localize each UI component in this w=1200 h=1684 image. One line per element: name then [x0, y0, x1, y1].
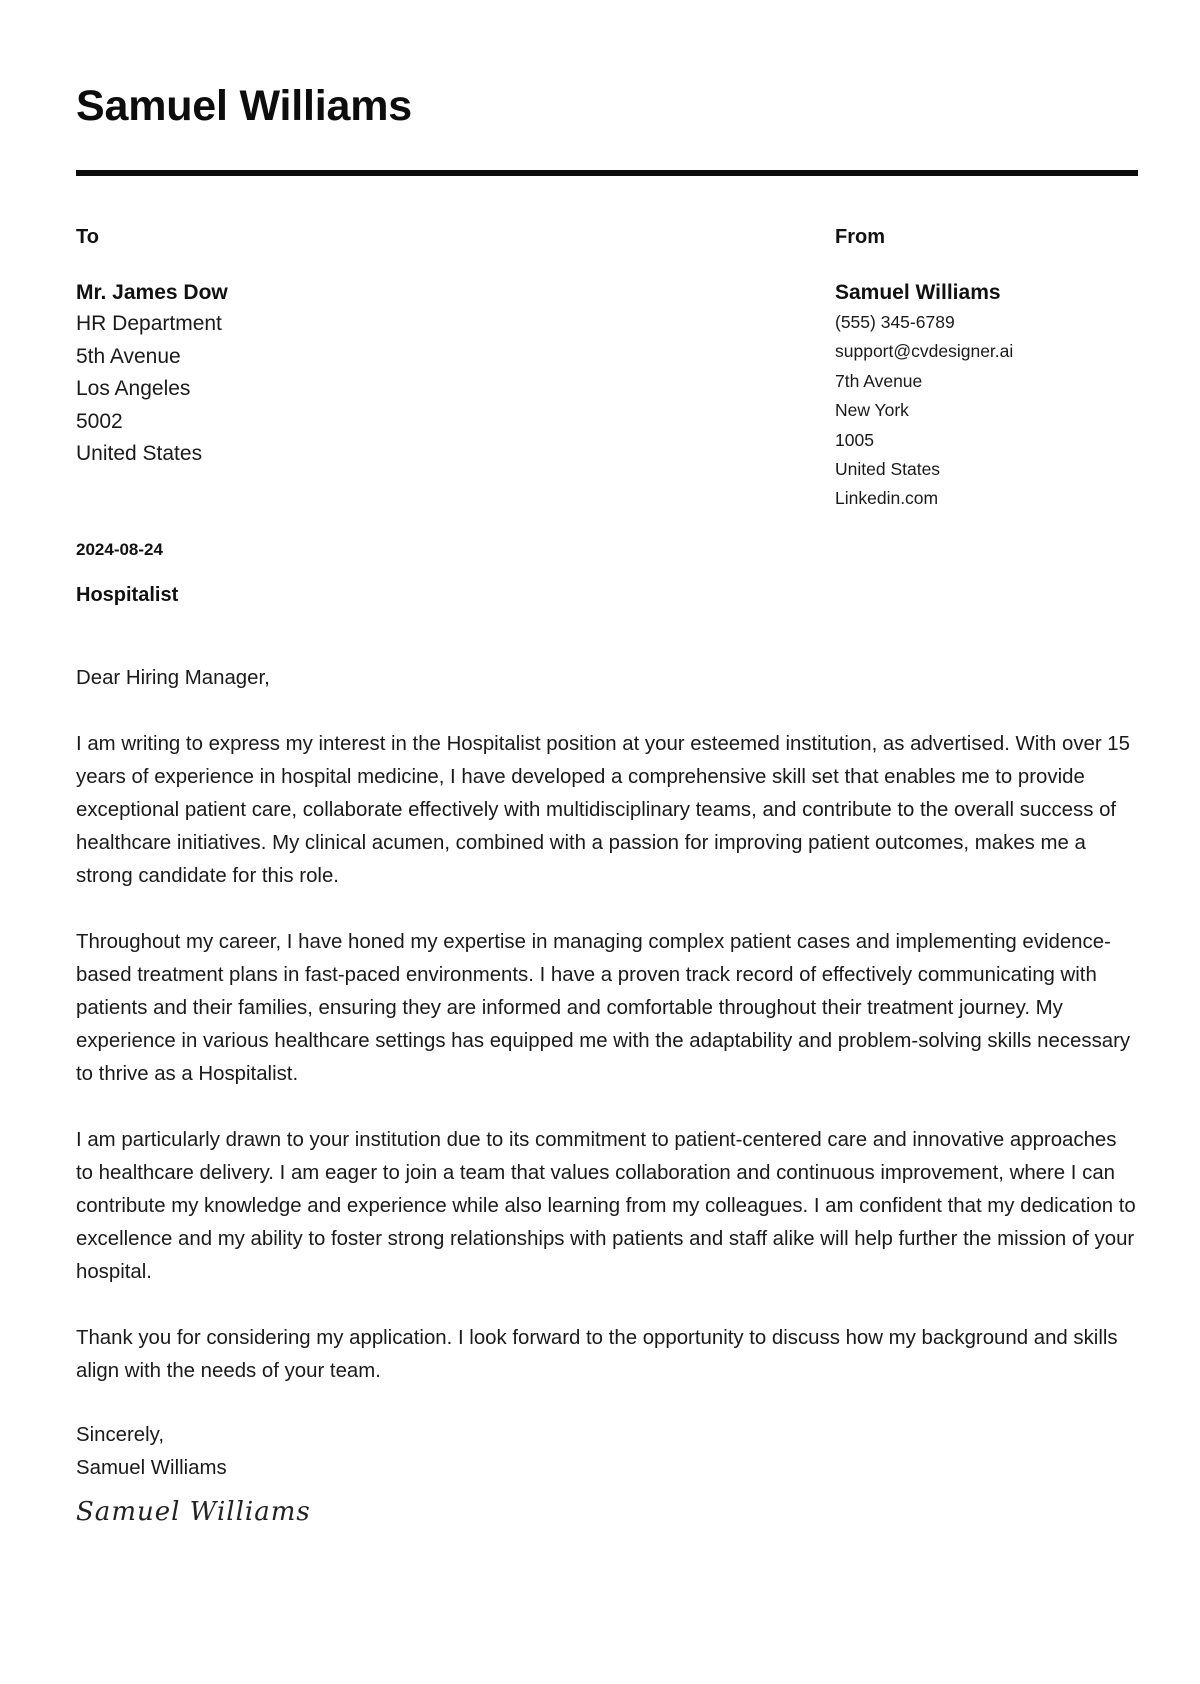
recipient-department: HR Department — [76, 312, 222, 335]
recipient-city: Los Angeles — [76, 377, 191, 400]
letter-paragraph: Thank you for considering my application. I look forward to the opportunity to discuss how my background and skills align with the needs of your team. — [76, 1327, 1118, 1382]
recipient-postal-code: 5002 — [76, 409, 123, 433]
applicant-name-heading: Samuel Williams — [76, 82, 412, 130]
letter-date: 2024-08-24 — [76, 540, 163, 559]
sender-phone: (555) 345-6789 — [835, 312, 955, 332]
recipient-block — [76, 222, 576, 471]
sender-label: From — [835, 226, 885, 248]
sender-linkedin: Linkedin.com — [835, 488, 939, 509]
sender-country: United States — [835, 459, 941, 480]
sender-block — [835, 222, 1155, 514]
letter-closing-name: Samuel Williams — [76, 1457, 227, 1479]
sender-street: 7th Avenue — [835, 370, 923, 391]
sender-city: New York — [835, 400, 909, 421]
position-title: Hospitalist — [76, 584, 179, 606]
recipient-name: Mr. James Dow — [76, 281, 228, 304]
letter-closing-block — [76, 1419, 227, 1485]
sender-name: Samuel Williams — [835, 281, 1001, 304]
letter-body — [76, 662, 1138, 1421]
sender-email: support@cvdesigner.ai — [835, 341, 1014, 362]
letter-closing: Sincerely, — [76, 1424, 165, 1446]
recipient-street: 5th Avenue — [76, 344, 181, 368]
letter-paragraph: I am particularly drawn to your institution due to its commitment to patient-centered care and innovative approaches to healthcare delivery. I am eager to join a team that values collaboration and continuous improvement, where I can contribute my knowledge and experience while also learning from my colleagues. I am confident that my dedication to excellence and my ability to foster strong relationships with patients and staff alike will help further the mission of your hospital. — [76, 1129, 1136, 1283]
letter-greeting: Dear Hiring Manager, — [76, 667, 270, 689]
handwritten-signature: Samuel Williams — [76, 1497, 311, 1527]
letter-paragraph: Throughout my career, I have honed my expertise in managing complex patient cases and implementing evidence-based treatment plans in fast-paced environments. I have a proven track record of effectively communicating with patients and their families, ensuring they are informed and comfortable throughout their treatment journey. My experience in various healthcare settings has equipped me with the adaptability and problem-solving skills necessary to thrive as a Hospitalist. — [76, 931, 1131, 1085]
sender-postal-code: 1005 — [835, 429, 874, 450]
header-divider — [76, 170, 1138, 176]
recipient-label: To — [76, 226, 99, 248]
letter-paragraph: I am writing to express my interest in the Hospitalist position at your esteemed institution, as advertised. With over 15 years of experience in hospital medicine, I have developed a comprehensive skill set that enables me to provide exceptional patient care, collaborate effectively with multidisciplinary teams, and contribute to the overall success of healthcare initiatives. My clinical acumen, combined with a passion for improving patient outcomes, makes me a strong candidate for this role. — [76, 733, 1130, 887]
recipient-country: United States — [76, 442, 203, 465]
